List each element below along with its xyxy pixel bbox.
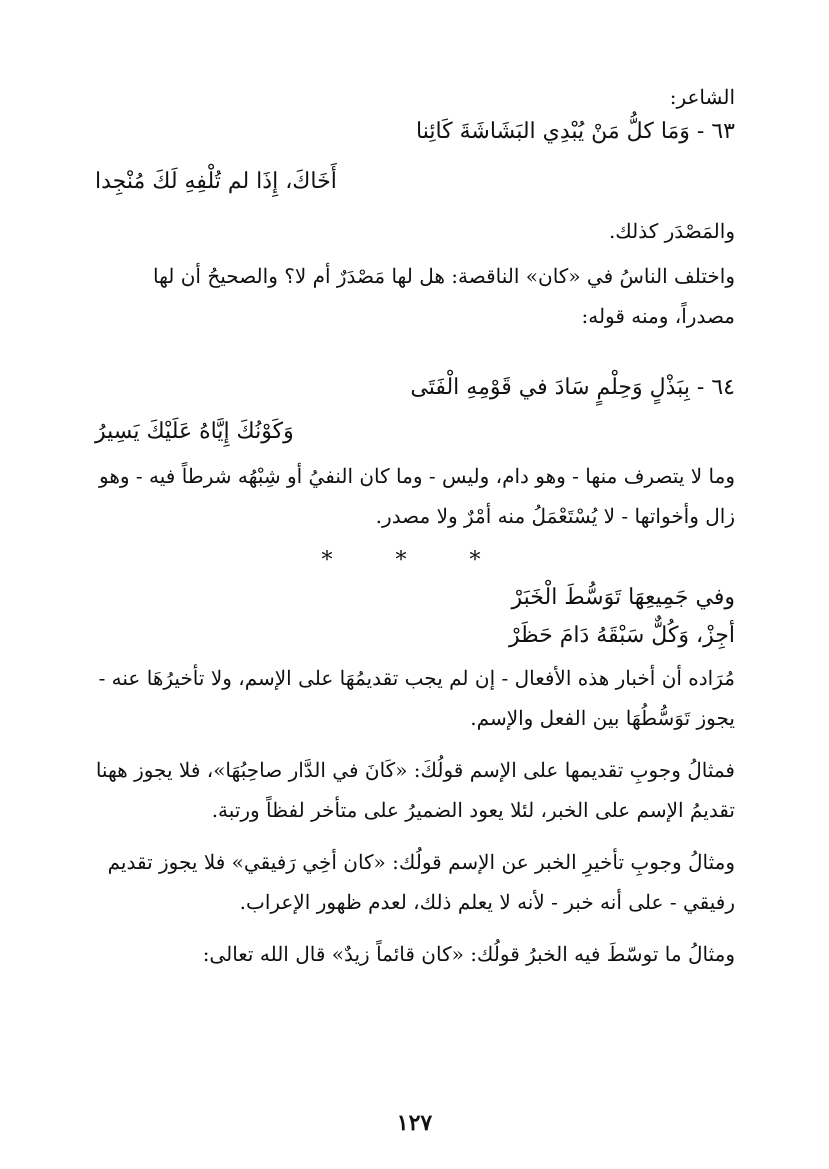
verse-64-first-hemistich: ٦٤ - بِبَذْلٍ وَحِلْمٍ سَادَ في قَوْمِهِ الْفَتَى	[410, 375, 735, 400]
page-number: ١٢٧	[396, 1110, 433, 1136]
paragraph-mithal-tawassut: ومثالُ ما توسّطَ فيه الخبرُ قولُك: «كان قائماً زيدٌ» قال الله تعالى:	[202, 942, 735, 966]
paragraph-masdar: والمَصْدَر كذلك.	[608, 219, 735, 243]
paragraph-ikhtalaf: واختلف الناسُ في «كان» الناقصة: هل لها مَصْدَرٌ أم لا؟ والصحيحُ أن لها مصدراً، ومنه قوله:	[152, 264, 735, 328]
paragraph-mithal-takhir: ومثالُ وجوبِ تأخيرِ الخبر عن الإسم قولُك: «كان أخِي رَفيقي» فلا يجوز تقديم رفيقي - على أنه خبر - لأنه لا يعلم ذلك، لعدم ظهور الإعراب.	[107, 850, 735, 914]
verse-64-second-hemistich: وَكَوْنُكَ إِيَّاهُ عَلَيْكَ يَسِيرُ	[95, 419, 294, 444]
verse-63-second-hemistich: أَخَاكَ، إِذَا لم تُلْفِهِ لَكَ مُنْجِدا	[95, 169, 337, 194]
alfiya-verse-first: وفي جَمِيعِهَا تَوَسُّطَ الْخَبَرْ	[511, 585, 735, 610]
paragraph-murad: مُرَاده أن أخبار هذه الأفعال - إن لم يجب تقديمُهَا على الإسم، ولا تأخيرُهَا عنه - يجوز تَوَسُّطُهَا بين الفعل والإسم.	[98, 666, 735, 730]
section-divider-stars: * * *	[321, 548, 509, 573]
paragraph-wama-la-yatasarraf: وما لا يتصرف منها - وهو دام، وليس - وما كان النفيُ أو شِبْهُه شرطاً فيه - وهو زال وأخواتها - لا يُسْتَعْمَلُ منه أمْرٌ ولا مصدر.	[99, 464, 735, 528]
paragraph-mithal-taqdim: فمثالُ وجوبِ تقديمها على الإسم قولُكَ: «كَانَ في الدَّار صاحِبُهَا»، فلا يجوز ههنا تقديمُ الإسم على الخبر، لئلا يعود الضميرُ على متأخر لفظاً ورتبة.	[95, 758, 735, 822]
book-page	[95, 80, 735, 1130]
poet-label: الشاعر:	[669, 85, 735, 109]
alfiya-verse-second: أجِزْ، وَكُلٌّ سَبْقَهُ دَامَ حَظَرْ	[509, 623, 735, 648]
verse-63-first-hemistich: ٦٣ - وَمَا كلُّ مَنْ يُبْدِي البَشَاشَةَ كَائِنا	[416, 119, 735, 144]
